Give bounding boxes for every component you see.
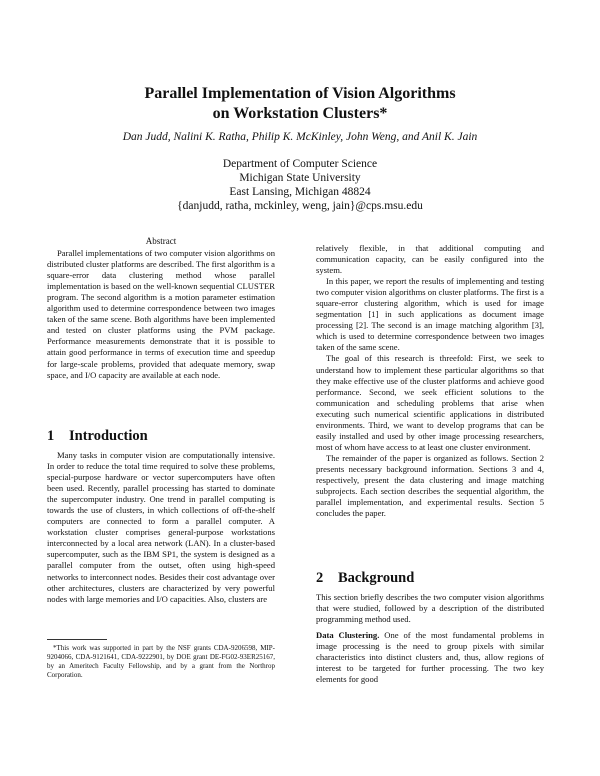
paper-title-line-1: Parallel Implementation of Vision Algorithms bbox=[144, 85, 456, 102]
author-list: Dan Judd, Nalini K. Ratha, Philip K. McKinley, John Weng, and Anil K. Jain bbox=[122, 131, 478, 143]
introduction-paragraph-2: In this paper, we report the results of implementing and testing two computer vision algorithms on cluster platforms. The first is a square-error clustering algorithm, which is used for image segmentation [1] in such applications as document image processing [2]. The second is an image matching algorithm [3], which is used to determine correspondence between two images taken of the same scene. bbox=[316, 276, 544, 353]
section-2-title: Background bbox=[338, 570, 415, 586]
intro-continuation: relatively flexible, in that additional computing and communication capacity, can be easily configured into the system. bbox=[316, 243, 544, 276]
data-clustering-paragraph bbox=[316, 630, 544, 685]
affiliation-city: East Lansing, Michigan 48824 bbox=[229, 186, 371, 198]
footnote-rule bbox=[47, 639, 107, 640]
section-1-heading bbox=[47, 428, 148, 445]
affiliation-university: Michigan State University bbox=[239, 172, 361, 184]
section-1-number: 1 bbox=[47, 428, 55, 444]
affiliation-department: Department of Computer Science bbox=[222, 158, 378, 170]
section-2-number: 2 bbox=[316, 570, 324, 586]
abstract-text: Parallel implementations of two computer vision algorithms on distributed cluster platforms are described. The first algorithm is a square-error data clustering method whose parallel implementation is based on the well-known sequential CLUSTER program. The second algorithm is a motion parameter estimation algorithm used to determine correspondence between two images taken of the same scene. Both algorithms have been implemented and tested on cluster platforms using the PVM package. Performance measurements demonstrate that it is possible to attain good performance in terms of execution time and speedup for large-scale problems, provided that adequate memory, swap space, and I/O capacity are available at each node. bbox=[47, 248, 275, 380]
footnote bbox=[47, 644, 275, 680]
right-column-body bbox=[316, 243, 544, 519]
footnote-text: *This work was supported in part by the NSF grants CDA-9206598, MIP-9204066, CDA-9121641, CDA-9222901, by DOE grant DE-FG02-93ER25167, by an Ameritech Faculty Fellowship, and by a grant from the Northrop Corporation. bbox=[47, 644, 275, 679]
abstract-block bbox=[47, 236, 275, 381]
data-clustering-text: One of the most fundamental problems in image processing is the need to group pixels with similar characteristics into distinct clusters and, thus, allow regions of interest to be targeted for further processing. The two key elements for good bbox=[316, 630, 544, 685]
data-clustering-runin: Data Clustering. bbox=[316, 630, 380, 641]
paper-title-line-2: on Workstation Clusters* bbox=[212, 105, 388, 122]
introduction-paragraph-3: The goal of this research is threefold: First, we seek to understand how to implement these particular algorithms so that they make effective use of the cluster platforms and achieve good performance. Second, we seek efficient solutions to the communication and scheduling problems that arise when executing such numerical scientific applications in distributed environments. Third, we want to develop programs that can be easily installed and used by other image processing researchers, most of whom have access to at least one cluster environment. bbox=[316, 353, 544, 452]
background-paragraph-1: This section briefly describes the two computer vision algorithms that were studied, followed by a description of the distributed programming method used. bbox=[316, 592, 544, 625]
background-body bbox=[316, 592, 544, 685]
section-2-heading bbox=[316, 570, 414, 587]
affiliation-emails: {danjudd, ratha, mckinley, weng, jain}@cps.msu.edu bbox=[177, 200, 423, 212]
introduction-paragraph-1: Many tasks in computer vision are computationally intensive. In order to reduce the total time required to solve these problems, special-purpose hardware or vector supercomputers have often been used. Recently, parallel processing has started to dominate the supercomputer industry. One trend in parallel computing is towards the use of clusters, in which collections of off-the-shelf computers are connected to form a parallel computer. A workstation cluster comprises general-purpose workstations interconnected by a local area network (LAN). In a cluster-based supercomputer, such as the IBM SP1, the system is designed as a parallel computer from the outset, often using high-speed networks to interconnect nodes. Besides their cost advantage over other architectures, clusters are characterized by very powerful nodes with large memories and I/O capacities. Also, clusters are bbox=[47, 450, 275, 604]
introduction-paragraph-4: The remainder of the paper is organized as follows. Section 2 presents necessary background information. Sections 3 and 4, respectively, present the data clustering and image matching subprojects. Each section describes the sequential algorithm, the parallel implementation, and experimental results. Section 5 concludes the paper. bbox=[316, 452, 544, 519]
introduction-body bbox=[47, 450, 275, 605]
section-1-title: Introduction bbox=[69, 428, 148, 444]
abstract-heading: Abstract bbox=[145, 236, 177, 246]
